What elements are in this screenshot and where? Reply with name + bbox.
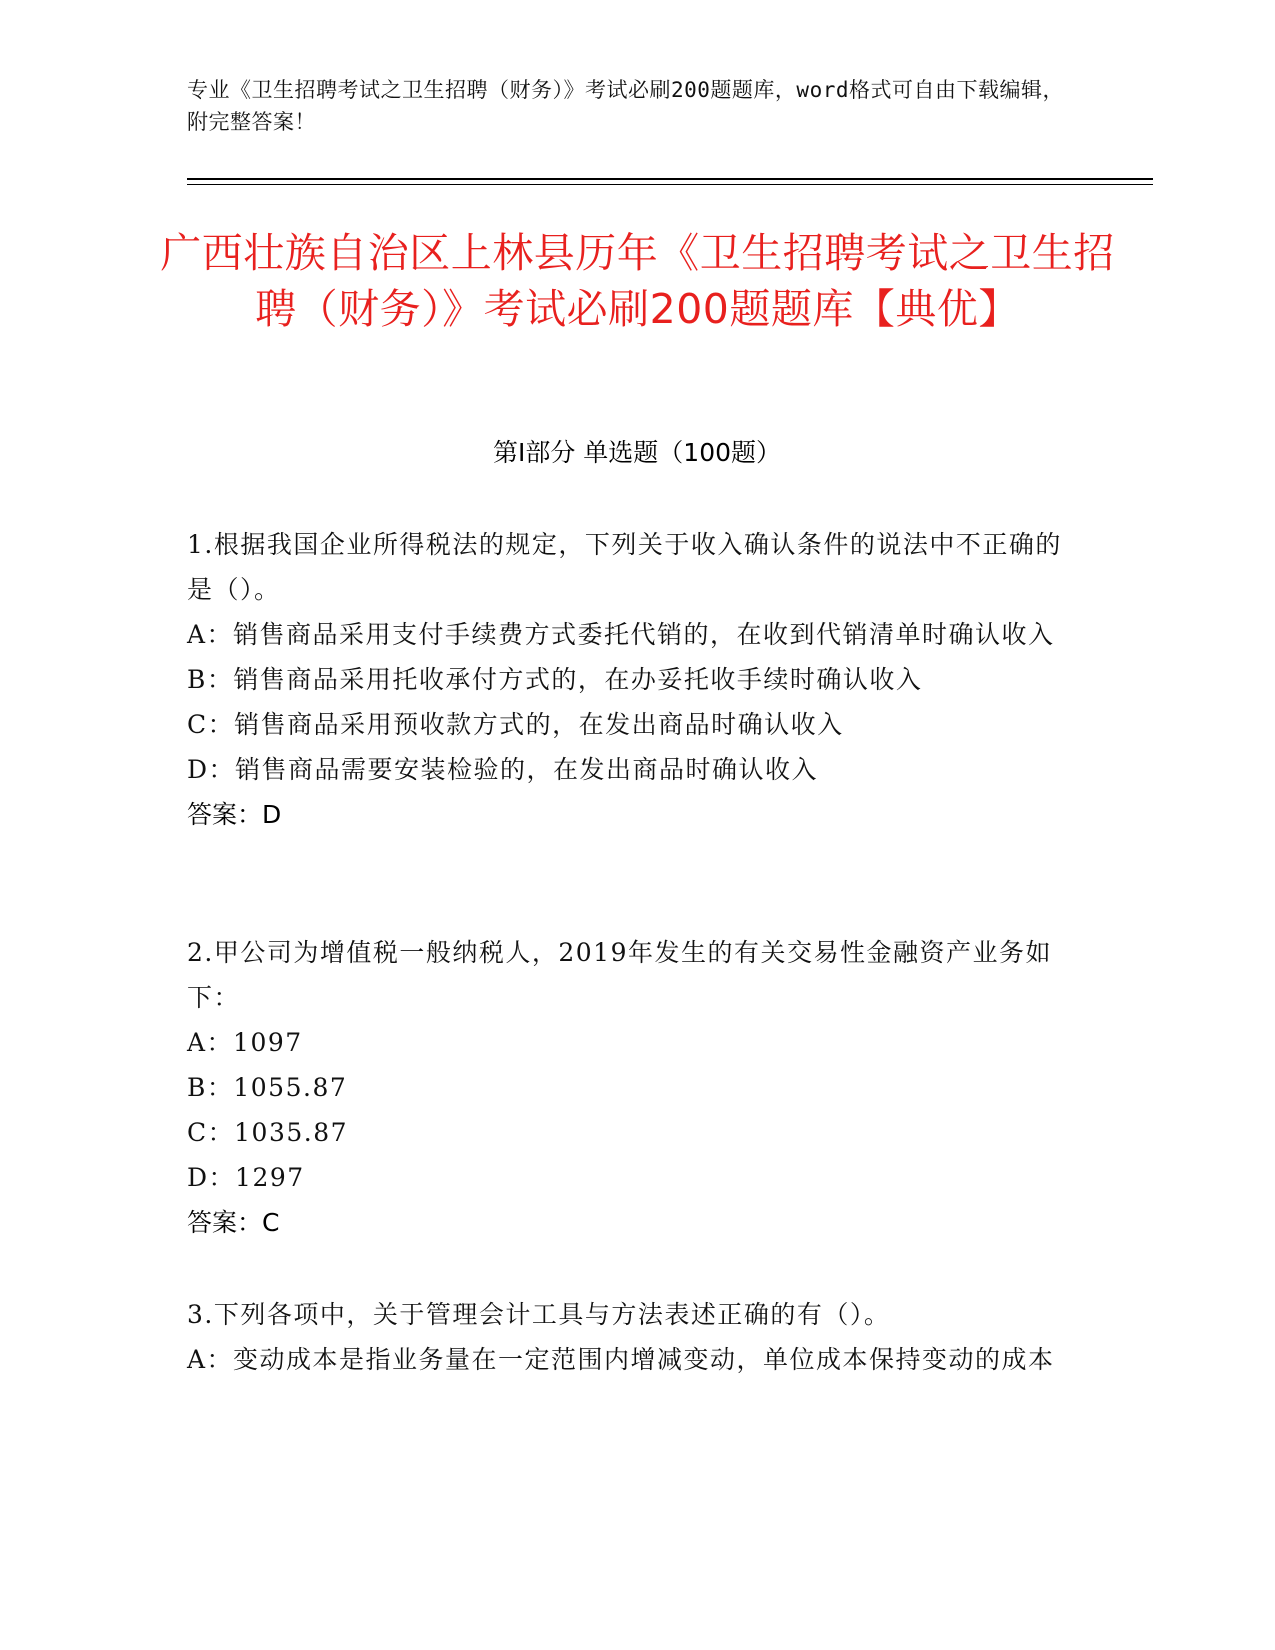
option-b: B：1055.87 xyxy=(187,1073,348,1102)
answer: 答案：C xyxy=(187,1208,280,1237)
question-3 xyxy=(187,1292,1067,1382)
option-d: D：销售商品需要安装检验的，在发出商品时确认收入 xyxy=(187,755,819,784)
option-c: C：销售商品采用预收款方式的，在发出商品时确认收入 xyxy=(187,710,844,739)
option-a: A：变动成本是指业务量在一定范围内增减变动，单位成本保持变动的成本 xyxy=(187,1345,1055,1374)
option-c: C：1035.87 xyxy=(187,1118,349,1147)
header-divider-thick xyxy=(187,178,1153,180)
question-text: 3.下列各项中，关于管理会计工具与方法表述正确的有（）。 xyxy=(187,1300,891,1329)
option-d: D：1297 xyxy=(187,1163,305,1192)
question-text: 1.根据我国企业所得税法的规定，下列关于收入确认条件的说法中不正确的是（）。 xyxy=(187,530,1062,604)
document-title: 广西壮族自治区上林县历年《卫生招聘考试之卫生招聘（财务）》考试必刷200题题库【典优】 xyxy=(160,229,1115,333)
option-b: B：销售商品采用托收承付方式的，在办妥托收手续时确认收入 xyxy=(187,665,923,694)
question-1 xyxy=(187,522,1067,837)
answer: 答案：D xyxy=(187,800,282,829)
section-title: 第I部分 单选题（100题） xyxy=(492,438,782,467)
option-a: A：1097 xyxy=(187,1028,303,1057)
question-text: 2.甲公司为增值税一般纳税人，2019年发生的有关交易性金融资产业务如下： xyxy=(187,938,1052,1012)
question-2 xyxy=(187,930,1067,1245)
header-note: 专业《卫生招聘考试之卫生招聘（财务）》考试必刷200题题库，word格式可自由下载编辑，附完整答案！ xyxy=(187,78,1064,134)
header-divider-thin xyxy=(187,184,1153,185)
option-a: A：销售商品采用支付手续费方式委托代销的，在收到代销清单时确认收入 xyxy=(187,620,1055,649)
